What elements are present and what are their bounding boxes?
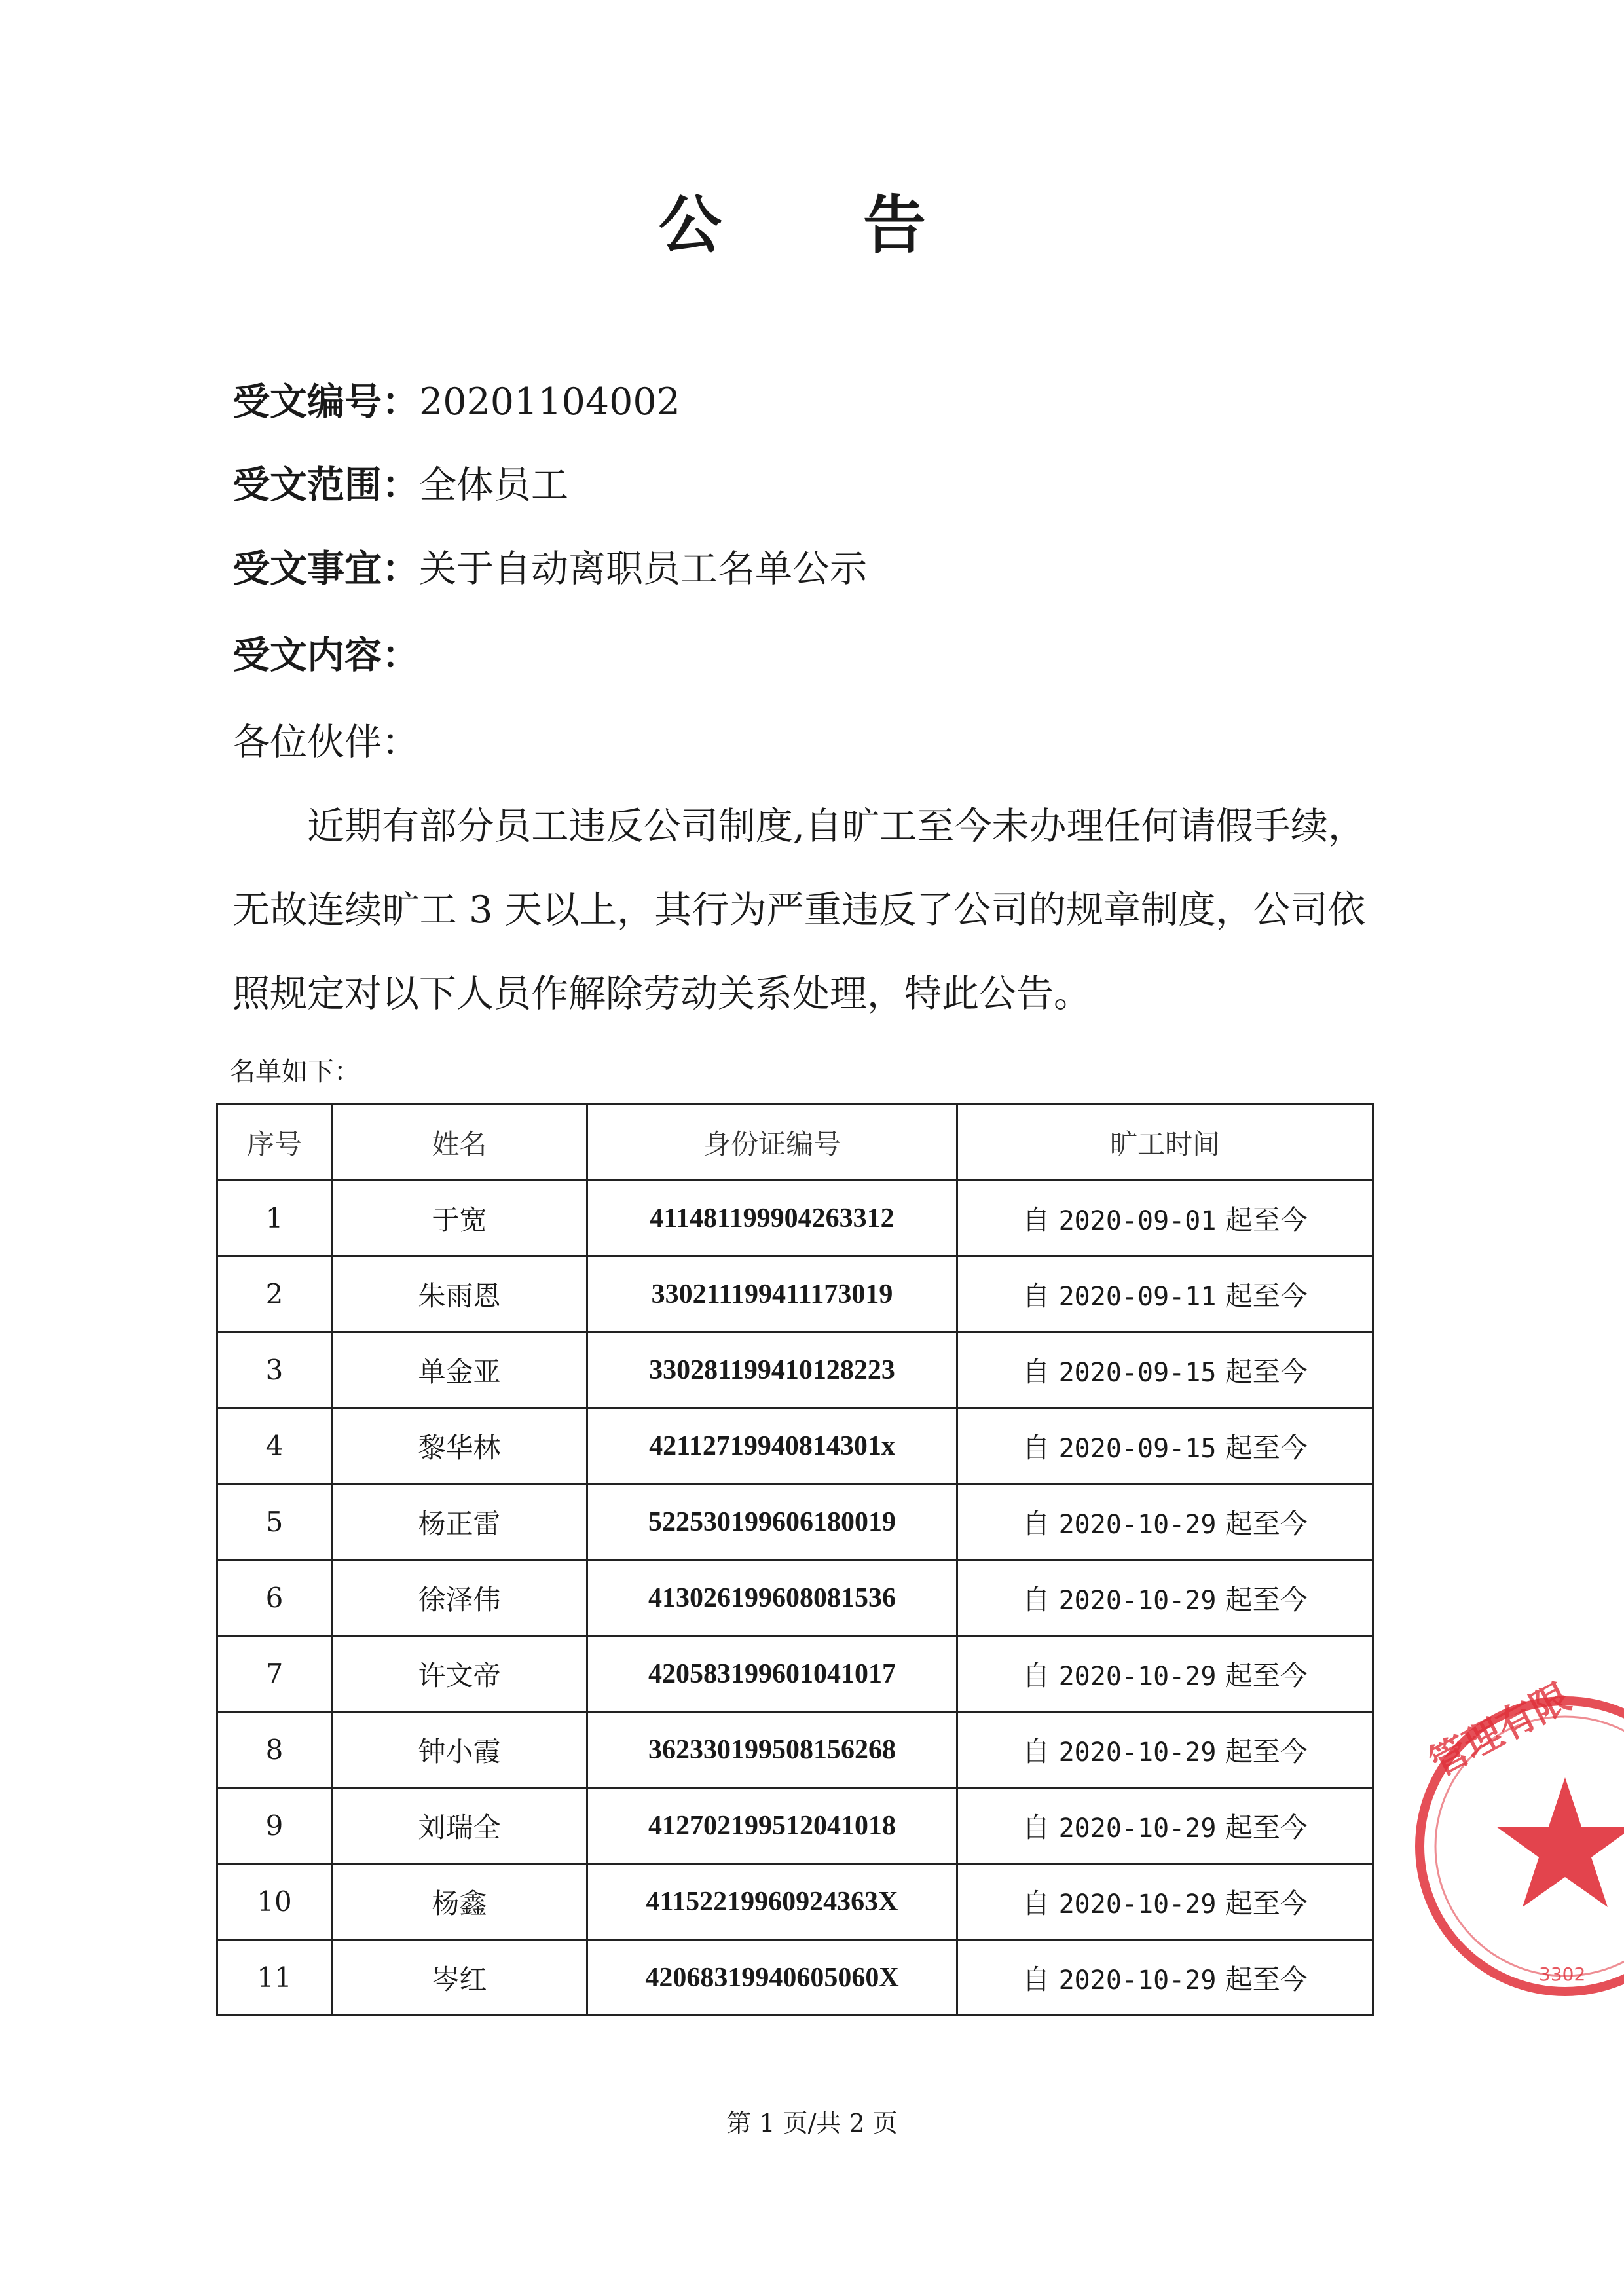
absence-period	[957, 1256, 1373, 1332]
absence-period	[957, 1864, 1373, 1940]
absence-period	[957, 1788, 1373, 1864]
star-icon	[1496, 1777, 1624, 1907]
absence-prefix: 自	[1022, 1735, 1050, 1768]
absence-date: 2020-10-29	[1058, 1661, 1217, 1692]
absence-period	[957, 1332, 1373, 1408]
row-number: 1	[217, 1180, 332, 1256]
absence-period	[957, 1408, 1373, 1484]
page-title: 公 告	[659, 188, 965, 262]
employee-name: 杨鑫	[332, 1864, 587, 1940]
id-number: 330211199411173019	[587, 1256, 957, 1332]
employee-name: 杨正雷	[332, 1484, 587, 1560]
notice-body: 近期有部分员工违反公司制度,自旷工至今未办理任何请假手续，无故连续旷工 3 天以上，其行为严重违反了公司的规章制度，公司依照规定对以下人员作解除劳动关系处理，特此公告。	[232, 805, 1365, 1015]
absence-period	[957, 1484, 1373, 1560]
id-number: 41152219960924363X	[587, 1864, 957, 1940]
row-number: 5	[217, 1484, 332, 1560]
id-number: 411481199904263312	[587, 1180, 957, 1256]
doc-number-value: 20201104002	[419, 380, 680, 424]
absence-suffix: 起至今	[1225, 1355, 1308, 1388]
absence-date: 2020-10-29	[1058, 1585, 1217, 1616]
content-label: 受文内容：	[232, 633, 419, 677]
employee-name: 刘瑞全	[332, 1788, 587, 1864]
absence-period	[957, 1180, 1373, 1256]
doc-number-line	[232, 372, 680, 426]
table-header-row	[217, 1104, 1373, 1180]
table-row	[217, 1712, 1373, 1788]
header-absence: 旷工时间	[957, 1104, 1373, 1180]
scope-value: 全体员工	[419, 464, 568, 507]
employee-name: 许文帝	[332, 1636, 587, 1712]
table-row	[217, 1636, 1373, 1712]
absence-period	[957, 1636, 1373, 1712]
table-row	[217, 1940, 1373, 2016]
absence-prefix: 自	[1022, 1583, 1050, 1616]
row-number: 9	[217, 1788, 332, 1864]
absence-date: 2020-09-15	[1058, 1433, 1217, 1464]
employee-name: 徐泽伟	[332, 1560, 587, 1636]
id-number: 420583199601041017	[587, 1636, 957, 1712]
absence-date: 2020-10-29	[1058, 1509, 1217, 1540]
employee-name: 于宽	[332, 1180, 587, 1256]
absence-suffix: 起至今	[1225, 1963, 1308, 1995]
absence-period	[957, 1712, 1373, 1788]
absence-suffix: 起至今	[1225, 1507, 1308, 1540]
id-number: 42068319940605060X	[587, 1940, 957, 2016]
employee-table	[216, 1103, 1374, 2016]
row-number: 10	[217, 1864, 332, 1940]
row-number: 7	[217, 1636, 332, 1712]
absence-suffix: 起至今	[1225, 1735, 1308, 1768]
absence-suffix: 起至今	[1225, 1583, 1308, 1616]
content-line	[232, 625, 419, 679]
absence-period	[957, 1560, 1373, 1636]
scope-label: 受文范围：	[232, 463, 419, 507]
table-row	[217, 1180, 1373, 1256]
absence-suffix: 起至今	[1225, 1887, 1308, 1920]
header-no: 序号	[217, 1104, 332, 1180]
absence-date: 2020-10-29	[1058, 1737, 1217, 1768]
scope-line	[232, 455, 568, 509]
absence-period	[957, 1940, 1373, 2016]
row-number: 2	[217, 1256, 332, 1332]
seal-code: 3302	[1539, 1963, 1586, 1985]
employee-name: 岑红	[332, 1940, 587, 2016]
table-row	[217, 1332, 1373, 1408]
absence-date: 2020-10-29	[1058, 1889, 1217, 1920]
subject-line	[232, 539, 867, 592]
absence-date: 2020-09-01	[1058, 1205, 1217, 1236]
header-name: 姓名	[332, 1104, 587, 1180]
row-number: 6	[217, 1560, 332, 1636]
page-footer: 第 1 页/共 2 页	[726, 2109, 898, 2138]
absence-prefix: 自	[1022, 1279, 1050, 1312]
absence-date: 2020-10-29	[1058, 1813, 1217, 1844]
id-number: 413026199608081536	[587, 1560, 957, 1636]
table-row	[217, 1408, 1373, 1484]
table-row	[217, 1484, 1373, 1560]
absence-suffix: 起至今	[1225, 1431, 1308, 1464]
employee-name: 钟小霞	[332, 1712, 587, 1788]
absence-suffix: 起至今	[1225, 1279, 1308, 1312]
id-number: 362330199508156268	[587, 1712, 957, 1788]
absence-prefix: 自	[1022, 1811, 1050, 1844]
table-row	[217, 1256, 1373, 1332]
list-label: 名单如下：	[229, 1057, 360, 1087]
greeting: 各位伙伴：	[232, 721, 419, 764]
id-number: 412702199512041018	[587, 1788, 957, 1864]
seal-text: 管理有限	[1422, 1674, 1578, 1785]
row-number: 3	[217, 1332, 332, 1408]
absence-prefix: 自	[1022, 1659, 1050, 1692]
absence-prefix: 自	[1022, 1355, 1050, 1388]
subject-value: 关于自动离职员工名单公示	[419, 547, 867, 591]
absence-prefix: 自	[1022, 1507, 1050, 1540]
absence-suffix: 起至今	[1225, 1203, 1308, 1236]
id-number: 42112719940814301x	[587, 1408, 957, 1484]
id-number: 522530199606180019	[587, 1484, 957, 1560]
doc-number-label: 受文编号：	[232, 380, 419, 424]
absence-prefix: 自	[1022, 1431, 1050, 1464]
employee-name: 单金亚	[332, 1332, 587, 1408]
absence-date: 2020-09-15	[1058, 1357, 1217, 1388]
employee-name: 黎华林	[332, 1408, 587, 1484]
absence-prefix: 自	[1022, 1203, 1050, 1236]
absence-prefix: 自	[1022, 1963, 1050, 1995]
absence-date: 2020-09-11	[1058, 1281, 1217, 1312]
absence-prefix: 自	[1022, 1887, 1050, 1920]
id-number: 330281199410128223	[587, 1332, 957, 1408]
row-number: 11	[217, 1940, 332, 2016]
company-seal	[1365, 1666, 1624, 2026]
table-row	[217, 1788, 1373, 1864]
row-number: 8	[217, 1712, 332, 1788]
absence-suffix: 起至今	[1225, 1659, 1308, 1692]
employee-name: 朱雨恩	[332, 1256, 587, 1332]
subject-label: 受文事宜：	[232, 547, 419, 591]
row-number: 4	[217, 1408, 332, 1484]
absence-suffix: 起至今	[1225, 1811, 1308, 1844]
absence-date: 2020-10-29	[1058, 1965, 1217, 1995]
table-row	[217, 1560, 1373, 1636]
header-id: 身份证编号	[587, 1104, 957, 1180]
table-row	[217, 1864, 1373, 1940]
